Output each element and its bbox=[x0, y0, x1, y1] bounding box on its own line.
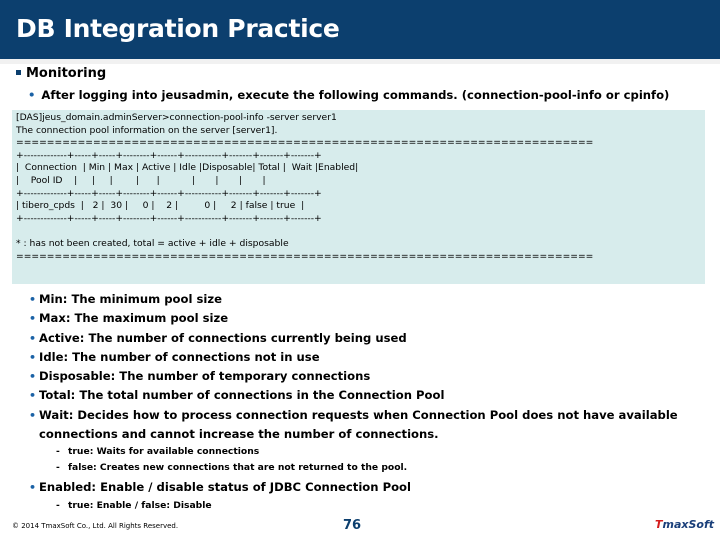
sub-list-item: - true: Waits for available connections bbox=[30, 444, 710, 460]
page-title: DB Integration Practice bbox=[16, 14, 340, 43]
page-number: 76 bbox=[343, 518, 362, 533]
bullet-icon: • bbox=[29, 331, 37, 345]
code-line: =========================================================================== bbox=[16, 137, 594, 149]
code-line: * : has not been created, total = active + idle + disposable bbox=[16, 237, 289, 249]
bullet-list bbox=[30, 290, 710, 514]
bullet-icon: • bbox=[29, 408, 37, 422]
list-item: • Enabled: Enable / disable status of JDBC Connection Pool bbox=[30, 478, 710, 497]
code-line: +-------------+-----+-----+--------+------+-----------+-------+-------+-------+ bbox=[16, 212, 322, 224]
section-heading: Monitoring bbox=[16, 66, 106, 81]
code-line: +-------------+-----+-----+--------+------+-----------+-------+-------+-------+ bbox=[16, 187, 322, 199]
bullet-icon: • bbox=[28, 88, 36, 102]
code-block bbox=[12, 110, 705, 284]
code-line: The connection pool information on the server [server1]. bbox=[16, 124, 278, 136]
title-divider bbox=[0, 59, 720, 64]
list-item: • Max: The maximum pool size bbox=[30, 309, 710, 328]
bullet-icon: • bbox=[29, 389, 37, 403]
sub-list-item: - true: Enable / false: Disable bbox=[30, 498, 710, 514]
code-line: [DAS]jeus_domain.adminServer>connection-pool-info -server server1 bbox=[16, 112, 337, 123]
code-line: +-------------+-----+-----+--------+------+-----------+-------+-------+-------+ bbox=[16, 149, 322, 161]
code-line: | Connection | Min | Max | Active | Idle |Disposable| Total | Wait |Enabled| bbox=[16, 162, 359, 174]
dash-icon: - bbox=[56, 499, 60, 511]
bullet-icon: • bbox=[29, 293, 37, 306]
code-line: | tibero_cpds | 2 | 30 | 0 | 2 | 0 | 2 | false | true | bbox=[16, 200, 305, 212]
bullet-icon: • bbox=[29, 312, 37, 326]
code-line: =========================================================================== bbox=[16, 250, 594, 262]
code-line: | Pool ID | | | | | | | | | bbox=[16, 174, 266, 186]
list-item: • Disposable: The number of temporary connections bbox=[30, 367, 710, 386]
list-item: • Wait: Decides how to process connection requests when Connection Pool does not have available connections and cannot increase the number of connections. bbox=[29, 407, 678, 442]
list-item: • Active: The number of connections currently being used bbox=[30, 329, 710, 348]
code-line bbox=[16, 225, 701, 238]
tmaxsoft-logo: TmaxSoft bbox=[655, 518, 715, 531]
bullet-icon: • bbox=[29, 481, 37, 495]
bullet-icon: • bbox=[29, 350, 37, 364]
dash-icon: - bbox=[56, 462, 60, 474]
list-item: • Idle: The number of connections not in use bbox=[30, 348, 710, 367]
sub-list-item: - false: Creates new connections that are not returned to the pool. bbox=[30, 460, 710, 476]
copyright: © 2014 TmaxSoft Co., Ltd. All Rights Reserved. bbox=[12, 522, 179, 530]
list-item: • Min: The minimum pool size bbox=[30, 290, 710, 309]
square-bullet-icon bbox=[16, 70, 21, 75]
list-item: • Total: The total number of connections in the Connection Pool bbox=[30, 386, 710, 405]
subsection-text: • After logging into jeusadmin, execute the following commands. (connection-pool-info or cpinfo) bbox=[28, 88, 670, 102]
title-bar bbox=[0, 0, 720, 64]
bullet-icon: • bbox=[29, 370, 37, 384]
dash-icon: - bbox=[56, 446, 60, 458]
